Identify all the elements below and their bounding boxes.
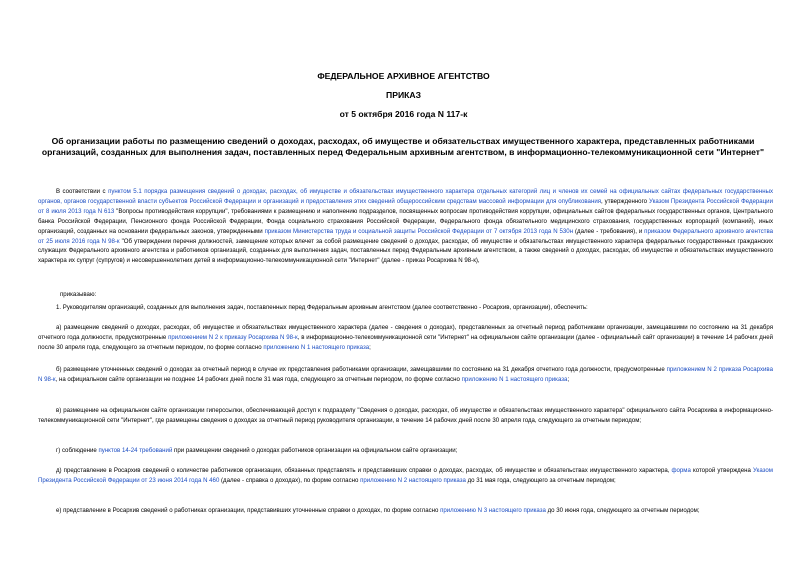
link-requirements-14-24[interactable]: пунктов 14-24 требований (98, 447, 173, 454)
link-appendix-3[interactable]: приложению N 3 настоящего приказа (440, 507, 546, 514)
link-appendix-2-98k[interactable]: приложением N 2 приказа Росархива N 98-к (38, 366, 773, 383)
link-appendix-2-98k[interactable]: приложением N 2 к приказу Росархива N 98-к (168, 333, 298, 341)
preamble-text-5: "Об утверждении перечня должностей, замещение которых влечет за собой размещение сведений о доходах, расходах, об имуществе и обязательствах имущественного характера федеральных государственных гражданских служащих Федерального архивного агентства и работников организаций, созданных для выполнения задач, поставленных перед Федеральным архивным агентством, а также сведений о доходах, расходах, об имуществе и обязательствах имущественного характера их супруг (супругов) и несовершеннолетних детей в информационно-телекоммуникационной сети "Интернет" (далее - приказ Росархива N 98-к), (38, 237, 773, 265)
link-appendix-1[interactable]: приложению N 1 настоящего приказа (461, 375, 568, 383)
item-b (38, 365, 773, 385)
link-appendix-1[interactable]: приложению N 1 настоящего приказа (263, 343, 370, 351)
item-g (38, 446, 773, 456)
item-b-text-3: ; (567, 375, 570, 383)
document-type: ПРИКАЗ (386, 90, 421, 100)
item-a-text-1: а) размещение сведений о доходах, расходах, об имуществе и обязательствах имущественного характера (далее - сведения о доходах), представленных за отчетный период работниками организации, замещавшими по состоянию на 31 декабря отчетного года должности, предусмотренные (38, 324, 773, 341)
item-d-text-1: д) представление в Росархив сведений о количестве работников организации, обязанных представлять и представивших справки о доходах, расходах, об имуществе и обязательствах имущественного характера, (56, 467, 672, 474)
link-order-98k[interactable]: приказом Федерального архивного агентства от 25 июля 2016 года N 98-к (38, 227, 773, 245)
preamble-text-2: , утвержденного (601, 197, 649, 205)
preamble-text-1: В соответствии с (56, 188, 109, 195)
preamble-text-3: "Вопросы противодействия коррупции", требованиями к размещению и наполнению подразделов, посвященных вопросам противодействия коррупции, официальных сайтов федеральных государственных органов, Центрального банка Российской Федерации, Пенсионного фонда Российской Федерации, Фонда социального страхования Российской Федерации, Федерального фонда обязательного медицинского страхования, государственных корпораций (компаний), иных организаций, созданных на основании федеральных законов, утвержденными (38, 207, 773, 235)
item-b-text-1: б) размещение уточненных сведений о доходах за отчетный период в случае их представления работниками организации, замещавшими по состоянию на 31 декабря отчетного года должности, предусмотренные (56, 366, 667, 373)
item-d-text-2: которой утверждена (690, 467, 753, 474)
link-order-530n[interactable]: приказом Министерства труда и социальной защиты Российской Федерации от 7 октября 2013 года N 530н (264, 227, 574, 235)
item-a-text-3: ; (369, 343, 371, 351)
order-word: приказываю: (60, 291, 97, 298)
document-title: Об организации работы по размещению сведений о доходах, расходах, об имуществе и обязательствах имущественного характера, представленных работниками организаций, созданных для выполнения задач, поставленных перед Федеральным архивным агентством, в информационно-телекоммуникационной сети "Интернет" (41, 136, 765, 158)
item-g-text-1: г) соблюдение (56, 447, 99, 454)
item-e (38, 506, 773, 516)
item-d (38, 466, 773, 486)
link-order-5-1[interactable]: пунктом 5.1 порядка размещения сведений о доходах, расходах, об имуществе и обязательствах имущественного характера отдельных категорий лиц и членов их семей на официальных сайтах федеральных государственных органов, органов государственной власти субъектов Российской Федерации и организаций и предоставления этих сведений общероссийским средствам массовой информации для опубликования (38, 188, 773, 205)
item-a (38, 323, 773, 353)
item-d-text-4: до 31 мая года, следующего за отчетным периодом; (465, 476, 616, 484)
item-d-text-3: (далее - справка о доходах), по форме согласно (219, 476, 361, 484)
link-appendix-2[interactable]: приложению N 2 настоящего приказа (360, 476, 466, 484)
item-e-text-2: до 30 июня года, следующего за отчетным периодом; (545, 507, 700, 514)
item-a-text-2: , в информационно-телекоммуникационной сети "Интернет" на официальном сайте организации (далее - официальный сайт организации) в течение 14 рабочих дней после 30 апреля года, следующего за отчетным периодом, по форме согласно (38, 333, 773, 351)
link-decree-460[interactable]: Указом Президента Российской Федерации от 23 июня 2014 года N 460 (38, 467, 773, 484)
agency-name: ФЕДЕРАЛЬНОЕ АРХИВНОЕ АГЕНТСТВО (317, 71, 490, 81)
item-e-text-1: е) представление в Росархив сведений о работниках организации, представивших уточненные справки о доходах, по форме согласно (56, 507, 441, 514)
preamble-text-4: (далее - требования), и (573, 227, 645, 235)
item-v: в) размещение на официальном сайте организации гиперссылки, обеспечивающей доступ к подразделу "Сведения о доходах, расходах, об имуществе и обязательствах имущественного характера" официального сайта Росархива в информационно-телекоммуникационной сети "Интернет", где размещены сведения о доходах за отчетный период руководителя организации, в течение 14 рабочих дней после 30 апреля года, следующего за отчетным периодом; (38, 407, 773, 424)
link-form[interactable]: форма (671, 467, 691, 474)
link-decree-613[interactable]: Указом Президента Российской Федерации от 8 июля 2013 года N 613 (38, 197, 773, 215)
item-1: 1. Руководителям организаций, созданных для выполнения задач, поставленных перед Федеральным архивным агентством (далее соответственно - Росархив, организации), обеспечить: (56, 304, 588, 311)
preamble-paragraph (38, 187, 773, 266)
item-g-text-2: при размещении сведений о доходах работников организации на официальном сайте организации; (172, 447, 458, 454)
item-b-text-2: , на официальном сайте организации не позднее 14 рабочих дней после 31 мая года, следующего за отчетным периодом, по форме согласно (55, 375, 462, 383)
document-date-number: от 5 октября 2016 года N 117-к (339, 109, 468, 119)
